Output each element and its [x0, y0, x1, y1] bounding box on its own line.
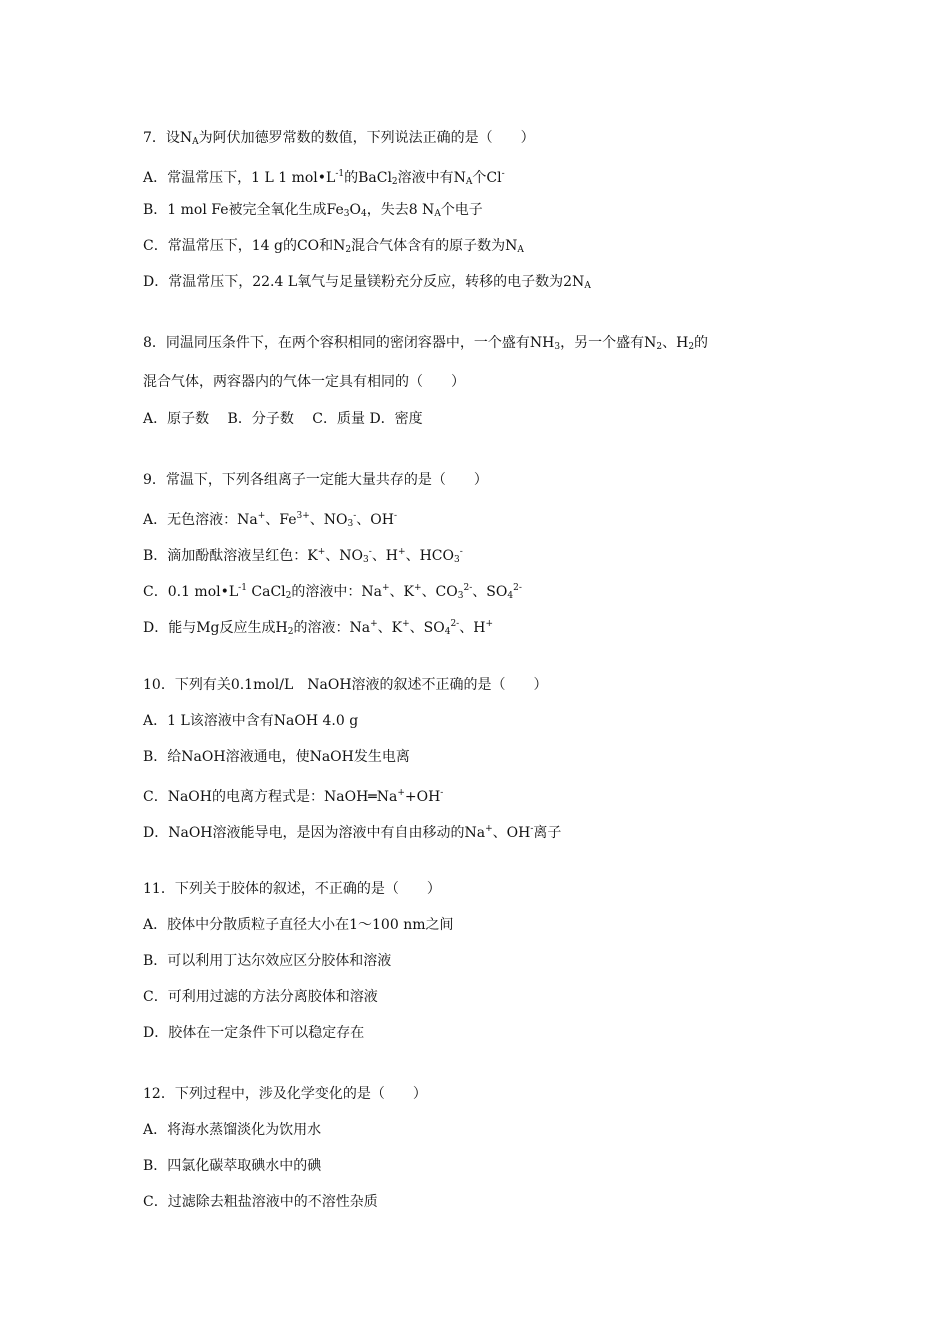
- q9a-sup: -: [353, 511, 357, 521]
- q9b-sup: +: [317, 547, 326, 557]
- q9c-sup: +: [414, 583, 422, 593]
- q7b-sub: A: [434, 209, 441, 219]
- question-10-option-a: A．1 L该溶液中含有NaOH 4.0 g: [143, 713, 359, 729]
- question-10-option-b: B．给NaOH溶液通电，使NaOH发生电离: [143, 749, 410, 765]
- q10d-part: 、OH: [492, 825, 531, 841]
- question-9-option-c: [143, 578, 522, 606]
- q10c-sup: -: [440, 788, 444, 798]
- question-11-option-a: A．胶体中分散质粒子直径大小在1～100 nm之间: [143, 917, 454, 933]
- q9a-sub: 3: [347, 519, 354, 529]
- q7a-part: 溶液中有N: [397, 170, 466, 186]
- question-7-stem: [143, 128, 535, 152]
- q9c-part: 、K: [389, 584, 415, 600]
- q7c-sub: A: [517, 245, 524, 255]
- q8-sub: 2: [656, 342, 663, 352]
- q9d-sup: 2-: [450, 619, 460, 629]
- q10d-part: 离子: [533, 825, 562, 841]
- q9b-part: 、NO: [325, 548, 364, 564]
- question-7-option-c: [143, 236, 524, 260]
- q10c-sup: +: [397, 788, 405, 798]
- q7-part: 为阿伏加德罗常数的数值，下列说法正确的是（ ）: [198, 130, 535, 146]
- question-12-option-b: B．四氯化碳萃取碘水中的碘: [143, 1158, 322, 1174]
- q7b-sub: 3: [343, 209, 350, 219]
- q9c-sup: +: [382, 583, 390, 593]
- q9a-sup: 3+: [296, 511, 310, 521]
- q7a-part: 的BaCl: [344, 170, 392, 186]
- q8-part: 的: [694, 335, 709, 351]
- q7c-part: C．常温常压下，14 g的CO和N: [143, 238, 346, 254]
- question-8-stem-line2: 混合气体，两容器内的气体一定具有相同的（ ）: [143, 374, 465, 390]
- q9a-part: 、NO: [309, 512, 348, 528]
- question-10-option-d: [143, 819, 561, 843]
- q9d-part: 、K: [377, 620, 403, 636]
- q9a-sup: +: [257, 511, 266, 521]
- question-12-option-a: A．将海水蒸馏淡化为饮用水: [143, 1122, 322, 1138]
- q7a-part: A．常温常压下，1 L 1 mol•L: [143, 170, 336, 186]
- q9d-part: 、SO: [409, 620, 445, 636]
- q9d-sub: 4: [444, 627, 451, 637]
- q9a-part: 、Fe: [265, 512, 297, 528]
- q8-sub: 3: [554, 342, 561, 352]
- q9d-part: D．能与Mg反应生成H: [143, 620, 288, 636]
- question-10-option-c: [143, 783, 443, 807]
- q10c-part: C．NaOH的电离方程式是：NaOH═Na: [143, 789, 398, 805]
- q9b-sup: -: [368, 547, 372, 557]
- q9c-sub: 4: [507, 591, 514, 601]
- q9a-sup: -: [393, 511, 398, 521]
- q7c-sub: 2: [345, 245, 352, 255]
- q10d-sup: -: [530, 824, 534, 834]
- question-9-stem: 9．常温下，下列各组离子一定能大量共存的是（ ）: [143, 472, 488, 488]
- q9c-part: 的溶液中：Na: [291, 584, 382, 600]
- q10c-part: +OH: [404, 789, 441, 805]
- q9d-sup: +: [485, 619, 493, 629]
- question-12-stem: 12．下列过程中，涉及化学变化的是（ ）: [143, 1086, 427, 1102]
- q7a-sub: A: [465, 177, 473, 187]
- q7a-sup: -: [501, 169, 505, 179]
- q9b-sup: -: [459, 547, 463, 557]
- q7-part: 7．设N: [143, 130, 193, 146]
- q7a-sub: 2: [391, 177, 398, 187]
- q7d-sub: A: [584, 281, 591, 291]
- question-12-option-c: C．过滤除去粗盐溶液中的不溶性杂质: [143, 1194, 378, 1210]
- q8-part: 、H: [662, 335, 689, 351]
- q9d-sup: +: [402, 619, 410, 629]
- q9c-sub: 2: [285, 591, 292, 601]
- q9b-part: 、HCO: [405, 548, 454, 564]
- q7b-sub: 4: [360, 209, 367, 219]
- q9d-part: 、H: [459, 620, 486, 636]
- q7a-part: 个Cl: [472, 170, 502, 186]
- question-8-stem-line1: [143, 333, 708, 357]
- q9b-sup: +: [398, 547, 406, 557]
- question-11-option-d: D．胶体在一定条件下可以稳定存在: [143, 1025, 365, 1041]
- q7b-part: B．1 mol Fe被完全氧化生成Fe: [143, 202, 344, 218]
- question-7-option-d: [143, 272, 591, 296]
- question-9-option-a: [143, 506, 397, 534]
- q9a-part: 、OH: [356, 512, 394, 528]
- q9c-sup: -1: [238, 583, 247, 593]
- q9b-part: B．滴加酚酞溶液呈红色：K: [143, 548, 318, 564]
- q9b-sub: 3: [453, 555, 460, 565]
- question-8-options: A．原子数 B．分子数 C．质量 D．密度: [143, 411, 423, 427]
- q9d-sub: 2: [287, 627, 294, 637]
- q9d-sup: +: [370, 619, 378, 629]
- q10d-sup: +: [485, 824, 493, 834]
- question-7-option-a: [143, 164, 505, 192]
- q7d-part: D．常温常压下，22.4 L氧气与足量镁粉充分反应，转移的电子数为2N: [143, 274, 585, 290]
- q9b-part: 、H: [371, 548, 399, 564]
- q9c-sup: 2-: [463, 583, 473, 593]
- q9c-part: 、SO: [472, 584, 508, 600]
- q9c-part: 、CO: [421, 584, 458, 600]
- question-9-option-b: [143, 542, 463, 570]
- q7c-part: 混合气体含有的原子数为N: [351, 238, 518, 254]
- question-9-option-d: [143, 614, 493, 642]
- q7-sub: A: [192, 137, 199, 147]
- q8-part: ，另一个盛有N: [560, 335, 657, 351]
- q7b-part: O: [349, 202, 361, 218]
- q8-part: 8．同温同压条件下，在两个容积相同的密闭容器中，一个盛有NH: [143, 335, 555, 351]
- question-11-stem: 11．下列关于胶体的叙述，不正确的是（ ）: [143, 881, 441, 897]
- question-10-stem: 10．下列有关0.1mol/L NaOH溶液的叙述不正确的是（ ）: [143, 677, 548, 693]
- question-7-option-b: [143, 200, 483, 224]
- q9c-part: C．0.1 mol•L: [143, 584, 239, 600]
- q9d-part: 的溶液：Na: [293, 620, 371, 636]
- question-11-option-c: C．可利用过滤的方法分离胶体和溶液: [143, 989, 378, 1005]
- question-11-option-b: B．可以利用丁达尔效应区分胶体和溶液: [143, 953, 392, 969]
- q9c-sub: 3: [457, 591, 464, 601]
- q7b-part: ，失去8 N: [366, 202, 435, 218]
- q7a-sup: -1: [335, 169, 345, 179]
- q9c-sup: 2-: [513, 583, 522, 593]
- q9c-part: CaCl: [246, 584, 286, 600]
- q9b-sub: 3: [363, 555, 369, 565]
- q7b-part: 个电子: [440, 202, 483, 218]
- q10d-part: D．NaOH溶液能导电，是因为溶液中有自由移动的Na: [143, 825, 486, 841]
- q9a-part: A．无色溶液：Na: [143, 512, 258, 528]
- q8-sub: 2: [688, 342, 695, 352]
